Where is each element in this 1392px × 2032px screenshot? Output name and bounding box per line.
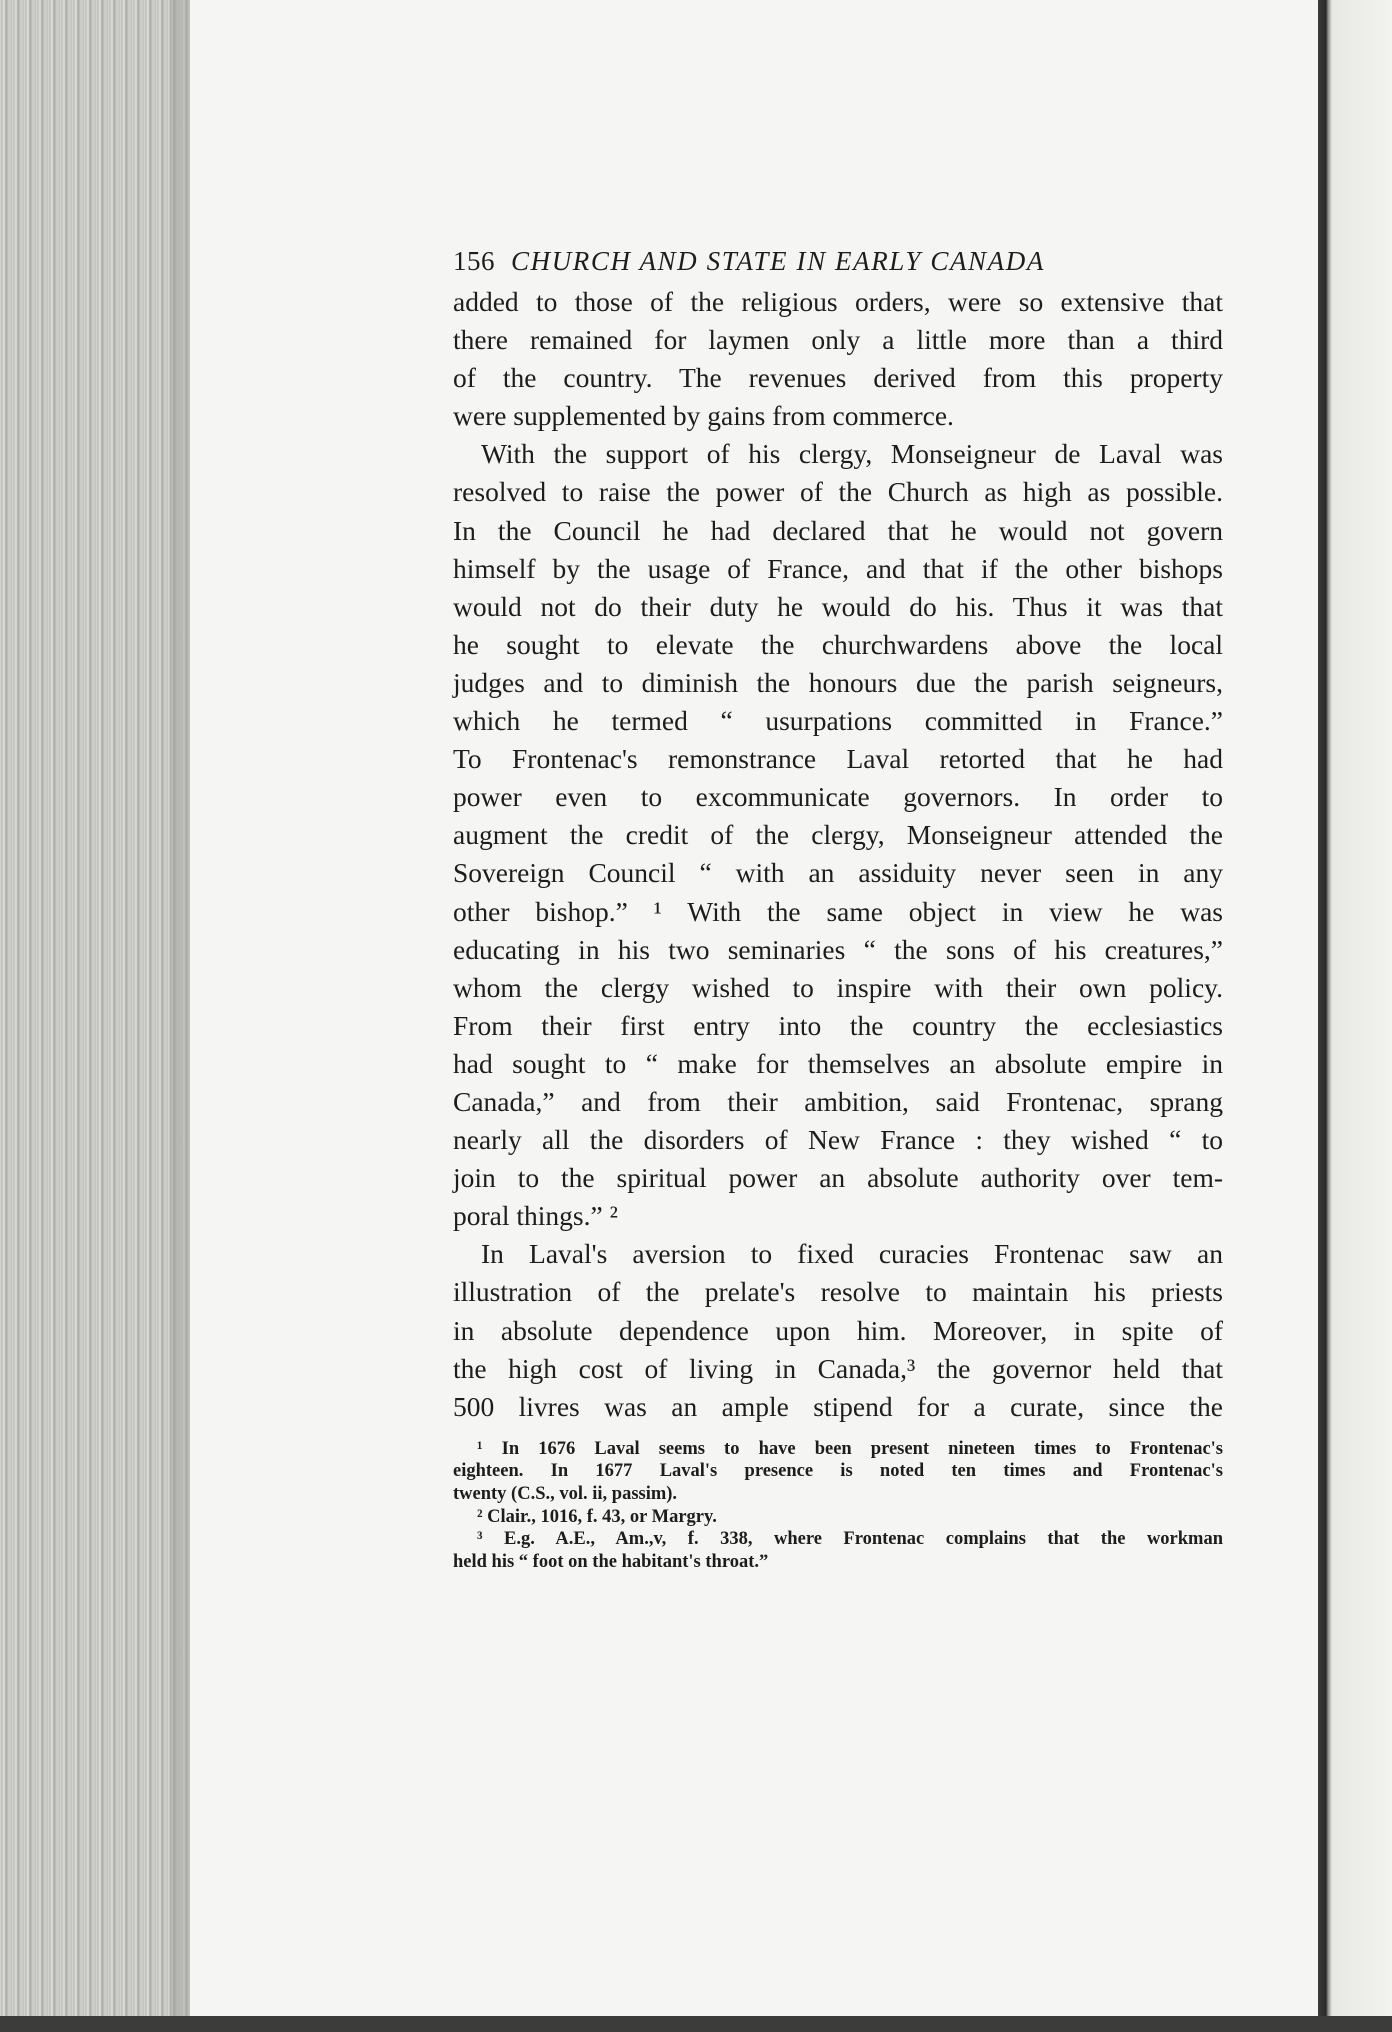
body-line: power even to excommunicate governors. In order to: [453, 781, 1223, 813]
body-line: With the support of his clergy, Monseigneur de Laval was: [481, 438, 1223, 470]
body-line: augment the credit of the clergy, Monseigneur attended the: [453, 819, 1223, 851]
footnote-line: eighteen. In 1677 Laval's presence is noted ten times and Frontenac's: [453, 1461, 1223, 1482]
body-line: resolved to raise the power of the Church as high as possible.: [453, 476, 1223, 508]
body-line: join to the spiritual power an absolute authority over tem-: [453, 1162, 1223, 1194]
body-line: To Frontenac's remonstrance Laval retorted that he had: [453, 743, 1223, 775]
footnote-line: held his “ foot on the habitant's throat.”: [453, 1551, 769, 1572]
body-line: educating in his two seminaries “ the sons of his creatures,”: [453, 933, 1223, 965]
body-line: were supplemented by gains from commerce.: [453, 400, 954, 432]
body-line: which he termed “ usurpations committed in France.”: [453, 705, 1223, 737]
body-line: judges and to diminish the honours due the parish seigneurs,: [453, 666, 1223, 698]
body-line: had sought to “ make for themselves an absolute empire in: [453, 1047, 1223, 1079]
footnote-line: twenty (C.S., vol. ii, passim).: [453, 1484, 678, 1504]
body-line: would not do their duty he would do his. Thus it was that: [453, 590, 1223, 622]
body-line: the high cost of living in Canada,³ the governor held that: [453, 1352, 1223, 1384]
footnote-line: ¹ In 1676 Laval seems to have been present nineteen times to Frontenac's: [477, 1438, 1223, 1459]
body-line: of the country. The revenues derived from this property: [453, 362, 1223, 394]
body-text: [453, 283, 1223, 1426]
body-line: In the Council he had declared that he would not govern: [453, 514, 1223, 546]
body-line: other bishop.” ¹ With the same object in view he was: [453, 895, 1223, 927]
body-line: In Laval's aversion to fixed curacies Frontenac saw an: [481, 1238, 1223, 1270]
body-line: Sovereign Council “ with an assiduity never seen in any: [453, 857, 1223, 889]
footnote-line: ² Clair., 1016, f. 43, or Margry.: [477, 1506, 717, 1527]
body-line: whom the clergy wished to inspire with their own policy.: [453, 971, 1223, 1003]
body-line: illustration of the prelate's resolve to maintain his priests: [453, 1276, 1223, 1308]
body-line: poral things.” ²: [453, 1200, 618, 1232]
running-title: CHURCH AND STATE IN EARLY CANADA: [511, 246, 1045, 276]
body-line: himself by the usage of France, and that if the other bishops: [453, 552, 1223, 584]
footnotes: [453, 1438, 1223, 1574]
body-line: nearly all the disorders of New France : they wished “ to: [453, 1124, 1223, 1156]
page-text-block: [453, 246, 1223, 1573]
scan-border-bottom: [0, 2016, 1392, 2032]
body-line: From their first entry into the country the ecclesiastics: [453, 1009, 1223, 1041]
body-line: 500 livres was an ample stipend for a curate, since the: [453, 1390, 1223, 1422]
footnote-line: ³ E.g. A.E., Am.,v, f. 338, where Frontenac complains that the workman: [477, 1529, 1223, 1550]
body-line: there remained for laymen only a little more than a third: [453, 324, 1223, 356]
body-line: in absolute dependence upon him. Moreover, in spite of: [453, 1314, 1223, 1346]
body-line: Canada,” and from their ambition, said Frontenac, sprang: [453, 1085, 1223, 1117]
page-number: 156: [453, 246, 495, 276]
page-edges-left: [0, 0, 190, 2032]
body-line: added to those of the religious orders, were so extensive that: [453, 286, 1223, 317]
running-head: [453, 246, 1223, 277]
body-line: he sought to elevate the churchwardens above the local: [453, 628, 1223, 660]
page-edge-right: [1318, 0, 1392, 2032]
